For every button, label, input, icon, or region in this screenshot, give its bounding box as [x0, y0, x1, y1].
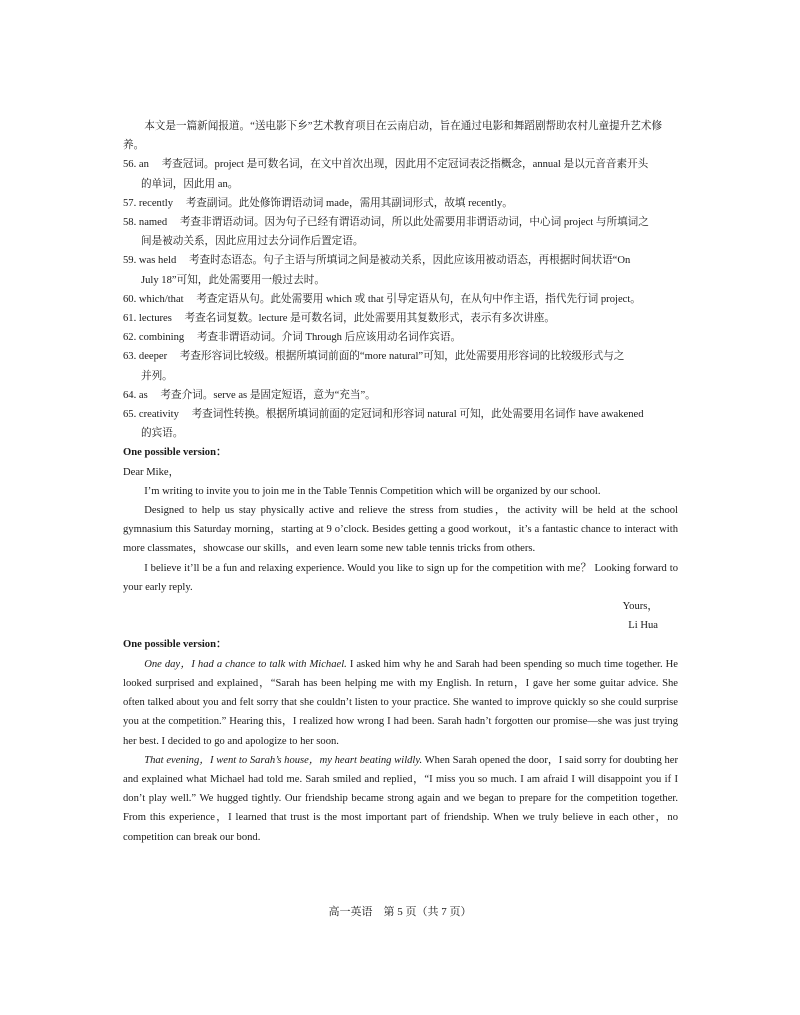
- answer-explanation: 考查定语从句。此处需要用 which 或 that 引导定语从句，在从句中作主语，指代先行词 project。: [196, 293, 641, 305]
- answer-number: 56.: [123, 159, 137, 171]
- answer-word: recently: [138, 197, 174, 209]
- story-paragraph: [123, 751, 678, 847]
- story-paragraph: [123, 655, 678, 751]
- answer-word: lectures: [138, 313, 172, 325]
- answer-item: [123, 155, 678, 193]
- sample-letter: [123, 443, 678, 635]
- answer-number: 61.: [123, 313, 137, 325]
- answer-item: [123, 213, 678, 251]
- answer-word: combining: [138, 332, 185, 344]
- answer-number: 59.: [123, 255, 137, 267]
- answer-number: 57.: [123, 197, 137, 209]
- letter-closing: Yours，: [622, 601, 658, 613]
- letter-paragraph: I’m writing to invite you to join me in the Table Tennis Competition which will be organized by our school.: [144, 485, 601, 497]
- answer-explanation: 考查冠词。project 是可数名词，在文中首次出现，因此用不定冠词表泛指概念，annual 是以元音音素开头: [161, 159, 649, 171]
- answer-number: 58.: [123, 217, 137, 229]
- letter-signature: Li Hua: [628, 620, 658, 632]
- story-paragraph-text: I asked him why he and Sarah had been spending so much time together. He looked surprised and explained，“Sarah has been helping me with my English. In return，I gave her some guitar advice. She often talked about you and felt sorry that she couldn’t listen to your practice. She wanted to improve quickly so she could surprise you at the competition.” Hearing this，I realized how wrong I had been. Sarah hadn’t forgotten our promise—she was just trying her best. I decided to go and apologize to her soon.: [123, 658, 678, 747]
- letter-paragraph: I believe it’ll be a fun and relaxing experience. Would you like to sign up for the competition with me？ Looking forward to your early reply.: [123, 562, 678, 593]
- intro-text: 本文是一篇新闻报道。“送电影下乡”艺术教育项目在云南启动，旨在通过电影和舞蹈剧帮助农村儿童提升艺术修养。: [123, 121, 663, 152]
- answer-key-page: [123, 117, 678, 847]
- answer-word: as: [138, 389, 148, 401]
- story-version-heading: One possible version：: [123, 639, 227, 651]
- answer-item: [123, 290, 678, 309]
- answer-word: creativity: [138, 409, 179, 421]
- story-paragraph-lead: One day，I had a chance to talk with Michael.: [144, 658, 347, 670]
- answer-word: was held: [138, 255, 177, 267]
- answer-item: [123, 405, 678, 443]
- answer-explanation-cont: 的单词，因此用 an。: [141, 178, 239, 190]
- answer-explanation: 考查非谓语动词。因为句子已经有谓语动词，所以此处需要用非谓语动词，中心词 project 与所填词之: [179, 217, 649, 229]
- answer-explanation: 考查时态语态。句子主语与所填词之间是被动关系，因此应该用被动语态，再根据时间状语“On: [188, 255, 631, 267]
- answer-item: [123, 386, 678, 405]
- answer-number: 63.: [123, 351, 137, 363]
- answer-item: [123, 194, 678, 213]
- answer-explanation-cont: July 18”可知，此处需要用一般过去时。: [141, 274, 325, 286]
- answer-item: [123, 328, 678, 347]
- answer-explanation: 考查副词。此处修饰谓语动词 made，需用其副词形式，故填 recently。: [185, 197, 513, 209]
- answer-word: an: [138, 159, 149, 171]
- answer-explanation-cont: 并列。: [141, 370, 173, 382]
- letter-paragraph: Designed to help us stay physically active and relieve the stress from studies，the activity will be held at the school gymnasium this Saturday morning，starting at 9 o’clock. Besides getting a good workout，it’s a fantastic chance to interact with more classmates，showcase our skills，and even learn some new table tennis tricks from others.: [123, 505, 678, 555]
- answer-word: deeper: [138, 351, 168, 363]
- answer-item: [123, 347, 678, 385]
- answer-number: 64.: [123, 389, 137, 401]
- letter-version-heading: One possible version：: [123, 447, 227, 459]
- answer-number: 65.: [123, 409, 137, 421]
- answer-number: 60.: [123, 293, 137, 305]
- answer-word: which/that: [138, 293, 184, 305]
- story-paragraph-text: When Sarah opened the door，I said sorry for doubting her and explained what Michael had told me. Sarah smiled and replied，“I miss you so much. I am afraid I will disappoint you if I don’t play well.” We hugged tightly. Our friendship became strong again and we began to prepare for the competition together. From this experience，I learned that trust is the most important part of friendship. When we truly believe in each other，no competition can break our bond.: [123, 754, 679, 843]
- answer-list: [123, 155, 678, 443]
- answer-item: [123, 309, 678, 328]
- answer-explanation: 考查介词。serve as 是固定短语，意为“充当”。: [160, 389, 376, 401]
- story-paragraph-lead: That evening，I went to Sarah’s house，my heart beating wildly.: [144, 754, 423, 766]
- letter-greeting: Dear Mike，: [123, 466, 180, 478]
- answer-explanation-cont: 的宾语。: [141, 428, 184, 440]
- page-footer: 高一英语 第 5 页（共 7 页）: [328, 906, 472, 918]
- answer-explanation: 考查形容词比较级。根据所填词前面的“more natural”可知，此处需要用形容词的比较级形式与之: [179, 351, 625, 363]
- answer-explanation-cont: 间是被动关系，因此应用过去分词作后置定语。: [141, 236, 364, 248]
- answer-word: named: [138, 217, 168, 229]
- answer-item: [123, 251, 678, 289]
- answer-explanation: 考查词性转换。根据所填词前面的定冠词和形容词 natural 可知，此处需要用名词作 have awakened: [191, 409, 644, 421]
- answer-number: 62.: [123, 332, 137, 344]
- answer-explanation: 考查非谓语动词。介词 Through 后应该用动名词作宾语。: [196, 332, 462, 344]
- sample-story: [123, 635, 678, 846]
- answer-explanation: 考查名词复数。lecture 是可数名词，此处需要用其复数形式，表示有多次讲座。: [184, 313, 555, 325]
